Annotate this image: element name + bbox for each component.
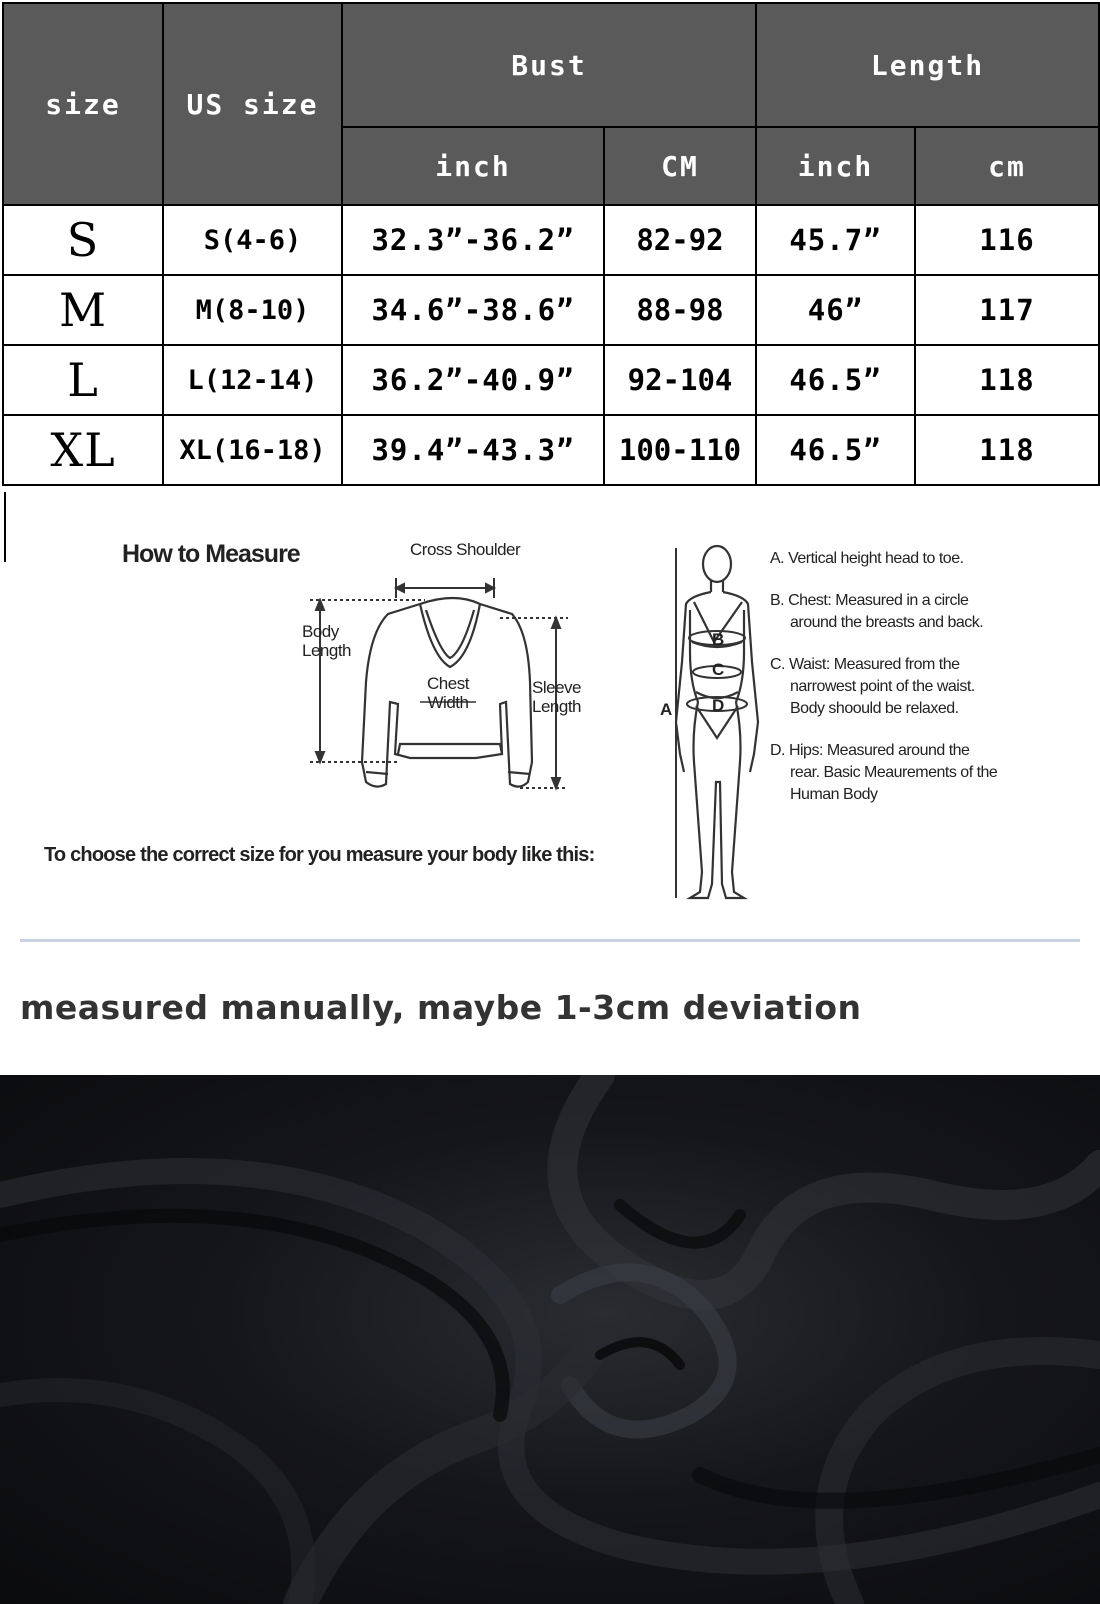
note-hips: D. Hips: Measured around the rear. Basic Meaurements of the Human Body [770,742,998,803]
us-size-cell: M(8-10) [163,275,342,345]
header-bust: Bust [342,3,756,127]
figure-label-a: A [660,700,672,719]
note-chest: B. Chest: Measured in a circle around the breasts and back. [770,592,984,631]
us-size-cell: XL(16-18) [163,415,342,485]
header-length-inch: inch [756,127,915,205]
bust-inch-cell: 32.3”-36.2” [342,205,604,275]
sleeve-length-label: Sleeve Length [532,678,581,716]
figure-label-d: D [712,696,724,715]
header-size: size [3,3,163,205]
chest-width-label: Chest Width [427,674,469,712]
cross-shoulder-label: Cross Shoulder [410,540,521,559]
length-cm-cell: 118 [915,345,1099,415]
bust-cm-cell: 92-104 [604,345,756,415]
header-row [3,3,1099,127]
divider [20,939,1080,942]
header-bust-cm: CM [604,127,756,205]
bust-cm-cell: 88-98 [604,275,756,345]
fabric-folds [0,1075,1100,1604]
figure-markers [676,548,747,898]
deviation-note: measured manually, maybe 1-3cm deviation [20,988,862,1027]
us-size-cell: S(4-6) [163,205,342,275]
body-figure [676,546,758,898]
cross-shoulder-arrow [396,578,494,598]
bust-inch-cell: 36.2”-40.9” [342,345,604,415]
size-cell: XL [3,415,163,485]
table-row [3,345,1099,415]
measure-guide [0,492,1100,1052]
fabric-swatch-image [0,1075,1100,1604]
size-chart-table [2,2,1100,486]
figure-label-b: B [712,630,724,649]
bust-cm-cell: 100-110 [604,415,756,485]
us-size-cell: L(12-14) [163,345,342,415]
header-length-cm: cm [915,127,1099,205]
length-cm-cell: 116 [915,205,1099,275]
guide-instruction: To choose the correct size for you measure your body like this: [44,844,595,866]
table-row [3,415,1099,485]
bust-inch-cell: 39.4”-43.3” [342,415,604,485]
header-bust-inch: inch [342,127,604,205]
table-row [3,275,1099,345]
figure-label-c: C [712,660,724,679]
note-waist: C. Waist: Measured from the narrowest point of the waist. Body shoould be relaxed. [770,656,975,717]
size-cell: L [3,345,163,415]
bust-inch-cell: 34.6”-38.6” [342,275,604,345]
table-row [3,205,1099,275]
header-length: Length [756,3,1099,127]
body-length-label: Body Length [302,622,351,660]
length-cm-cell: 117 [915,275,1099,345]
length-inch-cell: 45.7” [756,205,915,275]
length-inch-cell: 46.5” [756,415,915,485]
size-cell: M [3,275,163,345]
size-cell: S [3,205,163,275]
header-us-size: US size [163,3,342,205]
length-inch-cell: 46.5” [756,345,915,415]
measurement-notes [770,548,1000,826]
guide-title: How to Measure [122,540,300,568]
length-inch-cell: 46” [756,275,915,345]
bust-cm-cell: 82-92 [604,205,756,275]
length-cm-cell: 118 [915,415,1099,485]
note-height: A. Vertical height head to toe. [770,550,964,567]
